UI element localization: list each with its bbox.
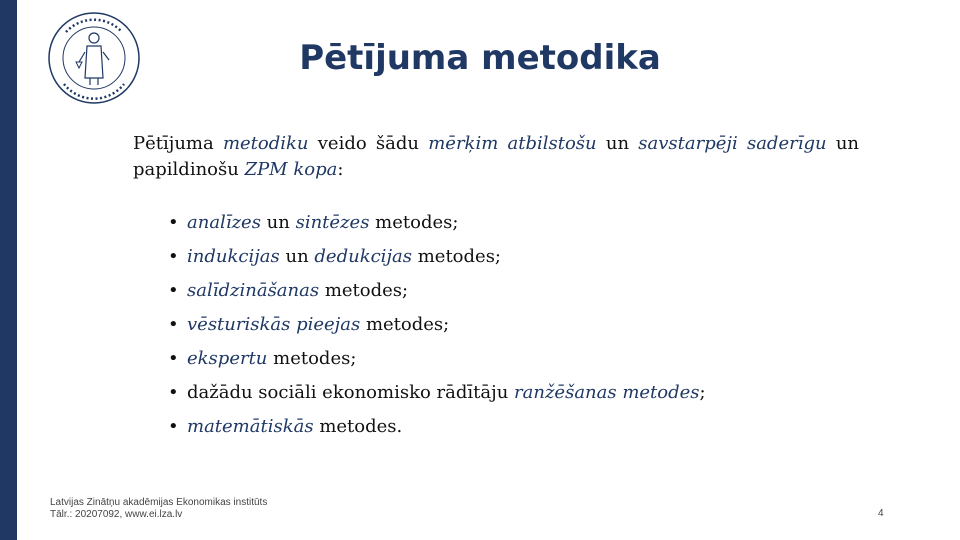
- plain-text: dažādu sociāli ekonomisko rādītāju: [187, 382, 515, 403]
- list-item: [168, 380, 706, 414]
- side-accent-bar: [0, 0, 17, 540]
- emphasized-text: vēsturiskās pieejas: [187, 314, 361, 335]
- bullet-icon: •: [168, 246, 179, 267]
- plain-text: un: [260, 212, 296, 233]
- footer-contacts: Tālr.: 20207092, www.ei.lza.lv: [50, 509, 183, 520]
- footer-organization: Latvijas Zinātņu akadēmijas Ekonomikas institūts: [50, 497, 268, 508]
- list-item: [168, 312, 706, 346]
- intro-paragraph: [133, 131, 859, 183]
- plain-text: metodes;: [319, 280, 409, 301]
- list-item: [168, 414, 706, 448]
- plain-text: veido šādu: [308, 133, 429, 154]
- emphasized-text: salīdzināšanas: [187, 280, 320, 301]
- plain-text: metodes;: [412, 246, 501, 267]
- bullet-icon: •: [168, 348, 179, 369]
- plain-text: Pētījuma: [133, 133, 223, 154]
- bullet-icon: •: [168, 416, 179, 437]
- footer-info: [50, 497, 267, 521]
- plain-text: metodes.: [313, 416, 403, 437]
- emphasized-text: metodiku: [222, 133, 309, 154]
- bullet-icon: •: [168, 280, 179, 301]
- plain-text: ;: [699, 382, 706, 403]
- emphasized-text: ekspertu: [187, 348, 268, 369]
- bullet-icon: •: [168, 212, 179, 233]
- plain-text: metodes;: [360, 314, 450, 335]
- emphasized-text: ranžēšanas metodes: [514, 382, 700, 403]
- plain-text: metodes;: [267, 348, 357, 369]
- emphasized-text: dedukcijas: [314, 246, 412, 267]
- list-item: [168, 244, 706, 278]
- emphasized-text: analīzes: [187, 212, 261, 233]
- emphasized-text: indukcijas: [187, 246, 280, 267]
- emphasized-text: savstarpēji saderīgu: [638, 133, 827, 154]
- list-item: [168, 278, 706, 312]
- emphasized-text: matemātiskās: [187, 416, 314, 437]
- plain-text: un papildinošu: [133, 133, 859, 180]
- slide-title: Pētījuma metodika: [299, 38, 661, 78]
- list-item: [168, 346, 706, 380]
- emphasized-text: mērķim atbilstošu: [428, 133, 597, 154]
- page-number: 4: [878, 508, 884, 519]
- plain-text: :: [337, 159, 344, 180]
- plain-text: un: [596, 133, 639, 154]
- emphasized-text: ZPM kopa: [244, 159, 338, 180]
- bullet-icon: •: [168, 382, 179, 403]
- plain-text: un: [279, 246, 315, 267]
- bullet-icon: •: [168, 314, 179, 335]
- plain-text: metodes;: [369, 212, 459, 233]
- list-item: [168, 210, 706, 244]
- methods-list: [168, 210, 706, 448]
- emphasized-text: sintēzes: [295, 212, 370, 233]
